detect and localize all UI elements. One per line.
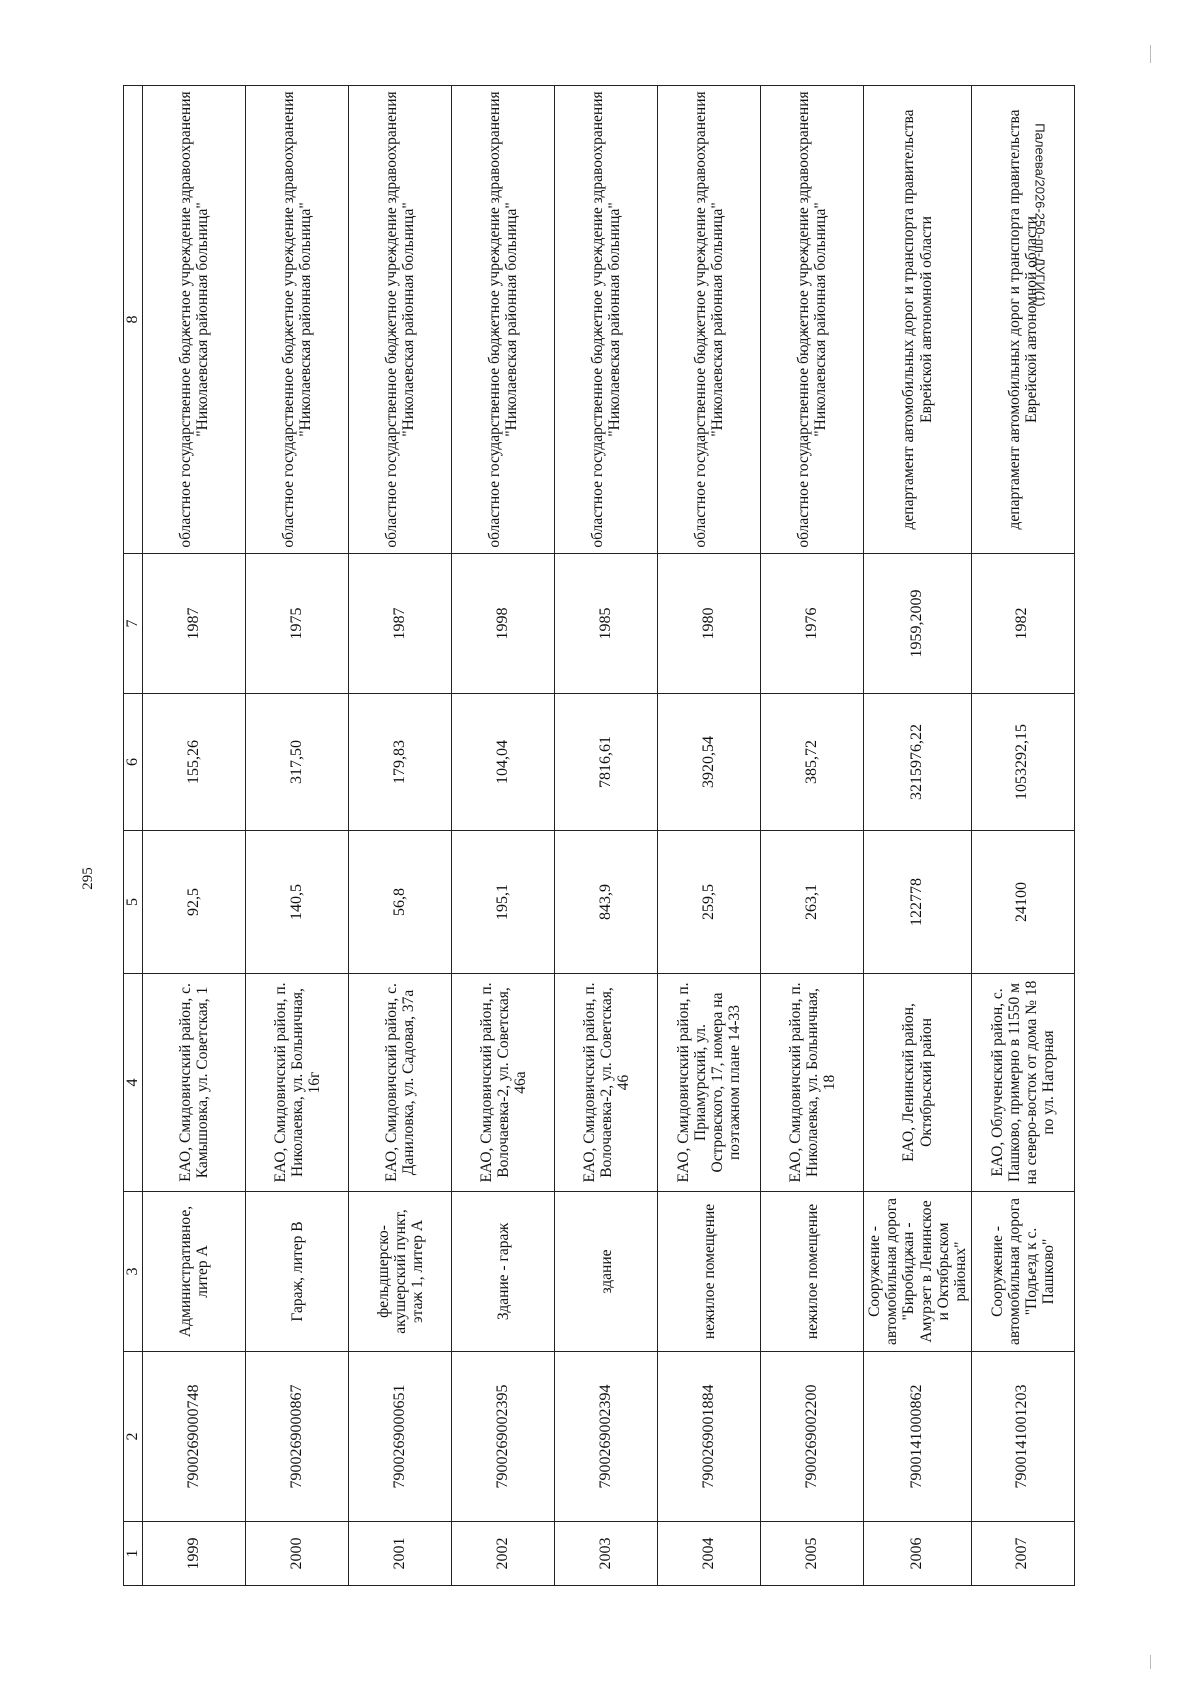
object-area: 140,5 (246, 831, 349, 974)
right-holder: областное государственное бюджетное учреждение здравоохранения "Николаевская районная больница" (761, 86, 864, 554)
table-row (971, 86, 1074, 1586)
document-reference: Палеева/2026-250-пп-ДУГИ(1) (1032, 123, 1048, 307)
right-holder: областное государственное бюджетное учреждение здравоохранения "Николаевская районная больница" (658, 86, 761, 554)
column-header: 5 (124, 831, 143, 974)
object-value: 155,26 (143, 694, 246, 831)
registry-table-container (123, 86, 1057, 1586)
right-holder: областное государственное бюджетное учреждение здравоохранения "Николаевская районная больница" (349, 86, 452, 554)
object-address: ЕАО, Смидовичский район, п. Волочаевка-2, ул. Советская, 46а (452, 974, 555, 1192)
cadastral-number: 7900269000651 (349, 1352, 452, 1522)
object-year: 1959,2009 (864, 554, 971, 694)
column-header: 6 (124, 694, 143, 831)
object-year: 1982 (971, 554, 1074, 694)
column-header: 3 (124, 1192, 143, 1352)
right-holder: областное государственное бюджетное учреждение здравоохранения "Николаевская районная больница" (246, 86, 349, 554)
object-value: 317,50 (246, 694, 349, 831)
object-year: 1998 (452, 554, 555, 694)
row-number: 2001 (349, 1522, 452, 1586)
object-address: ЕАО, Смидовичский район, п. Николаевка, ул. Больничная, 16г (246, 974, 349, 1192)
table-row (555, 86, 658, 1586)
row-number: 2000 (246, 1522, 349, 1586)
object-value: 104,04 (452, 694, 555, 831)
right-holder: департамент автомобильных дорог и транспорта правительства Еврейской автономной области (864, 86, 971, 554)
object-year: 1976 (761, 554, 864, 694)
object-area: 843,9 (555, 831, 658, 974)
object-name: Сооружение - автомобильная дорога "Подъезд к с. Пашково" (971, 1192, 1074, 1352)
object-year: 1985 (555, 554, 658, 694)
column-header: 8 (124, 86, 143, 554)
cadastral-number: 7900269000748 (143, 1352, 246, 1522)
cadastral-number: 7900269001884 (658, 1352, 761, 1522)
scan-edge-mark (1150, 1655, 1151, 1669)
cadastral-number: 7900269002395 (452, 1352, 555, 1522)
object-value: 179,83 (349, 694, 452, 831)
row-number: 2003 (555, 1522, 658, 1586)
object-area: 122778 (864, 831, 971, 974)
row-number: 2005 (761, 1522, 864, 1586)
row-number: 2007 (971, 1522, 1074, 1586)
table-row (349, 86, 452, 1586)
row-number: 2004 (658, 1522, 761, 1586)
object-name: Сооружение - автомобильная дорога "Биробиджан - Амурзет в Ленинское и Октябрьском районах" (864, 1192, 971, 1352)
object-area: 56,8 (349, 831, 452, 974)
right-holder: областное государственное бюджетное учреждение здравоохранения "Николаевская районная больница" (143, 86, 246, 554)
object-name: Здание - гараж (452, 1192, 555, 1352)
object-area: 259,5 (658, 831, 761, 974)
cadastral-number: 7900269002200 (761, 1352, 864, 1522)
object-name: Административное, литер А (143, 1192, 246, 1352)
column-header: 2 (124, 1352, 143, 1522)
object-area: 24100 (971, 831, 1074, 974)
column-header: 7 (124, 554, 143, 694)
column-header: 1 (124, 1522, 143, 1586)
column-number-row (124, 86, 143, 1586)
object-value: 385,72 (761, 694, 864, 831)
object-address: ЕАО, Смидовичский район, п. Приамурский, ул. Островского, 17, номера на поэтажном плане 14-33 (658, 974, 761, 1192)
object-name: нежилое помещение (658, 1192, 761, 1352)
right-holder: областное государственное бюджетное учреждение здравоохранения "Николаевская районная больница" (452, 86, 555, 554)
object-address: ЕАО, Смидовичский район, с. Камышовка, ул. Советская, 1 (143, 974, 246, 1192)
object-address: ЕАО, Ленинский район, Октябрьский район (864, 974, 971, 1192)
object-area: 195,1 (452, 831, 555, 974)
scan-edge-mark (1150, 45, 1151, 63)
object-value: 3920,54 (658, 694, 761, 831)
object-address: ЕАО, Смидовичский район, с. Даниловка, ул. Садовая, 37а (349, 974, 452, 1192)
object-value: 1053292,15 (971, 694, 1074, 831)
row-number: 2006 (864, 1522, 971, 1586)
object-name: нежилое помещение (761, 1192, 864, 1352)
object-year: 1980 (658, 554, 761, 694)
object-address: ЕАО, Облученский район, с. Пашково, примерно в 11550 м на северо-восток от дома № 18 по ул. Нагорная (971, 974, 1074, 1192)
table-row (658, 86, 761, 1586)
cadastral-number: 7900141001203 (971, 1352, 1074, 1522)
page-number: 295 (79, 867, 96, 890)
property-registry-table (123, 85, 1075, 1586)
cadastral-number: 7900269002394 (555, 1352, 658, 1522)
row-number: 1999 (143, 1522, 246, 1586)
object-area: 92,5 (143, 831, 246, 974)
table-row (761, 86, 864, 1586)
object-year: 1987 (143, 554, 246, 694)
object-name: Гараж, литер В (246, 1192, 349, 1352)
right-holder: департамент автомобильных дорог и транспорта правительства Еврейской автономной области (971, 86, 1074, 554)
object-value: 7816,61 (555, 694, 658, 831)
object-name: фельдшерско-акушерский пункт, этаж 1, литер А (349, 1192, 452, 1352)
object-value: 3215976,22 (864, 694, 971, 831)
object-address: ЕАО, Смидовичский район, п. Николаевка, ул. Больничная, 18 (761, 974, 864, 1192)
table-row (864, 86, 971, 1586)
object-area: 263,1 (761, 831, 864, 974)
object-address: ЕАО, Смидовичский район, п. Волочаевка-2, ул. Советская, 46 (555, 974, 658, 1192)
column-header: 4 (124, 974, 143, 1192)
object-year: 1975 (246, 554, 349, 694)
table-row (143, 86, 246, 1586)
row-number: 2002 (452, 1522, 555, 1586)
table-row (452, 86, 555, 1586)
object-name: здание (555, 1192, 658, 1352)
table-row (246, 86, 349, 1586)
right-holder: областное государственное бюджетное учреждение здравоохранения "Николаевская районная больница" (555, 86, 658, 554)
object-year: 1987 (349, 554, 452, 694)
cadastral-number: 7900141000862 (864, 1352, 971, 1522)
cadastral-number: 7900269000867 (246, 1352, 349, 1522)
